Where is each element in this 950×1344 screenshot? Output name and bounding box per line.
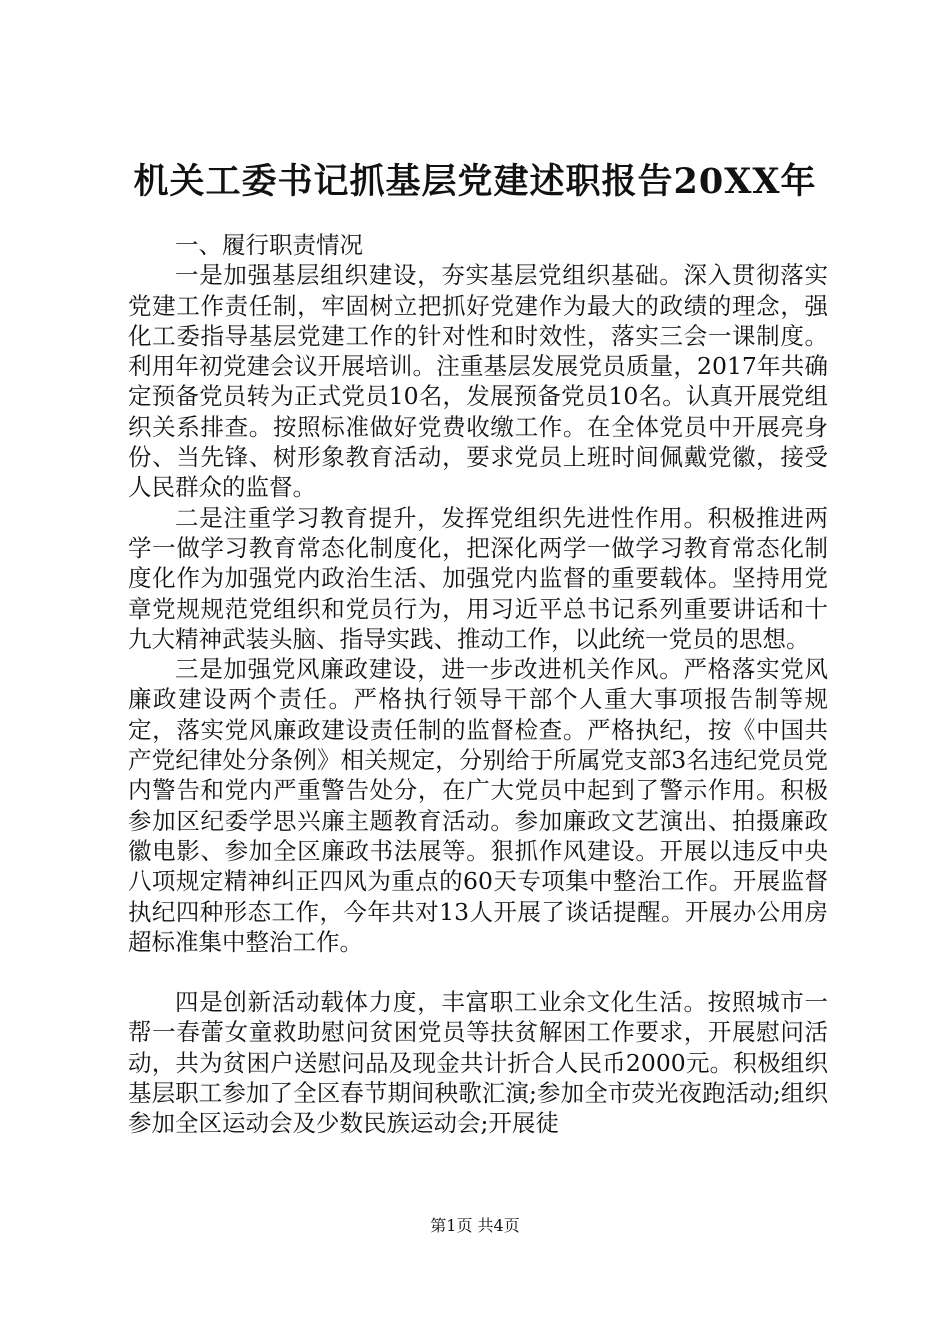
document-body: [128, 230, 828, 1139]
section-heading: 一、履行职责情况: [175, 231, 363, 259]
paragraph-2: 二是注重学习教育提升，发挥党组织先进性作用。积极推进两学一做学习教育常态化制度化，把深化两学一做学习教育常态化制度化作为加强党内政治生活、加强党内监督的重要载体。坚持用党章党规规范党组织和党员行为，用习近平总书记系列重要讲话和十九大精神武装头脑、指导实践、推动工作，以此统一党员的思想。: [128, 503, 828, 653]
paragraph-4: 四是创新活动载体力度，丰富职工业余文化生活。按照城市一帮一春蕾女童救助慰问贫困党员等扶贫解困工作要求，开展慰问活动，共为贫困户送慰问品及现金共计折合人民币2000元。积极组织基层职工参加了全区春节期间秧歌汇演;参加全市荧光夜跑活动;组织参加全区运动会及少数民族运动会;开展徒: [128, 988, 828, 1138]
paragraph-1: 一是加强基层组织建设，夯实基层党组织基础。深入贯彻落实党建工作责任制，牢固树立把抓好党建作为最大的政绩的理念，强化工委指导基层党建工作的针对性和时效性，落实三会一课制度。利用年初党建会议开展培训。注重基层发展党员质量，2017年共确定预备党员转为正式党员10名，发展预备党员10名。认真开展党组织关系排查。按照标准做好党费收缴工作。在全体党员中开展亮身份、当先锋、树形象教育活动，要求党员上班时间佩戴党徽，接受人民群众的监督。: [128, 261, 828, 502]
paragraph-3: 三是加强党风廉政建设，进一步改进机关作风。严格落实党风廉政建设两个责任。严格执行领导干部个人重大事项报告制等规定，落实党风廉政建设责任制的监督检查。严格执纪，按《中国共产党纪律处分条例》相关规定，分别给于所属党支部3名违纪党员党内警告和党内严重警告处分，在广大党员中起到了警示作用。积极参加区纪委学思兴廉主题教育活动。参加廉政文艺演出、拍摄廉政徽电影、参加全区廉政书法展等。狠抓作风建设。开展以违反中央八项规定精神纠正四风为重点的60天专项集中整治工作。开展监督执纪四种形态工作，今年共对13人开展了谈话提醒。开展办公用房超标准集中整治工作。: [128, 655, 828, 956]
document-title: 机关工委书记抓基层党建述职报告20XX年: [133, 161, 817, 202]
page-footer: 第1页 共4页: [430, 1216, 520, 1235]
